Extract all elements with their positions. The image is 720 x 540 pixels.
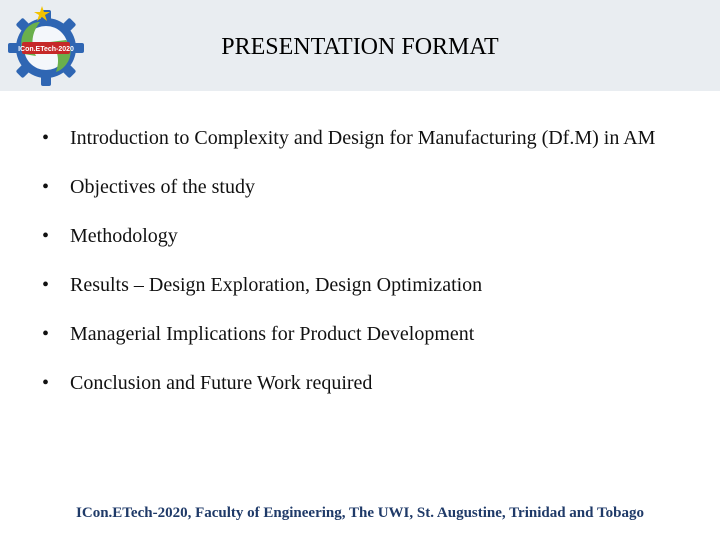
bullet-text: Objectives of the study xyxy=(70,176,255,198)
bullet-text: Managerial Implications for Product Development xyxy=(70,323,475,345)
bullet-item xyxy=(42,361,682,405)
footer-text: ICon.ETech-2020, Faculty of Engineering, The UWI, St. Augustine, Trinidad and Tobago xyxy=(76,505,644,521)
bullet-item xyxy=(42,214,682,258)
bullet-dot-icon: • xyxy=(42,274,50,296)
bullet-item xyxy=(42,116,682,160)
conference-logo-icon xyxy=(2,2,90,90)
bullet-text: Methodology xyxy=(70,225,178,247)
bullet-dot-icon: • xyxy=(42,372,50,394)
logo-text: ICon.ETech-2020 xyxy=(18,46,74,53)
bullet-text: Introduction to Complexity and Design for Manufacturing (Df.M) in AM xyxy=(70,127,656,149)
bullet-text: Conclusion and Future Work required xyxy=(70,372,373,394)
bullet-dot-icon: • xyxy=(42,127,50,149)
bullet-dot-icon: • xyxy=(42,225,50,247)
bullet-list xyxy=(42,116,682,410)
bullet-item xyxy=(42,263,682,307)
bullet-dot-icon: • xyxy=(42,323,50,345)
slide-title: PRESENTATION FORMAT xyxy=(221,34,499,60)
bullet-item xyxy=(42,312,682,356)
bullet-text: Results – Design Exploration, Design Optimization xyxy=(70,274,483,296)
bullet-item xyxy=(42,165,682,209)
bullet-dot-icon: • xyxy=(42,176,50,198)
